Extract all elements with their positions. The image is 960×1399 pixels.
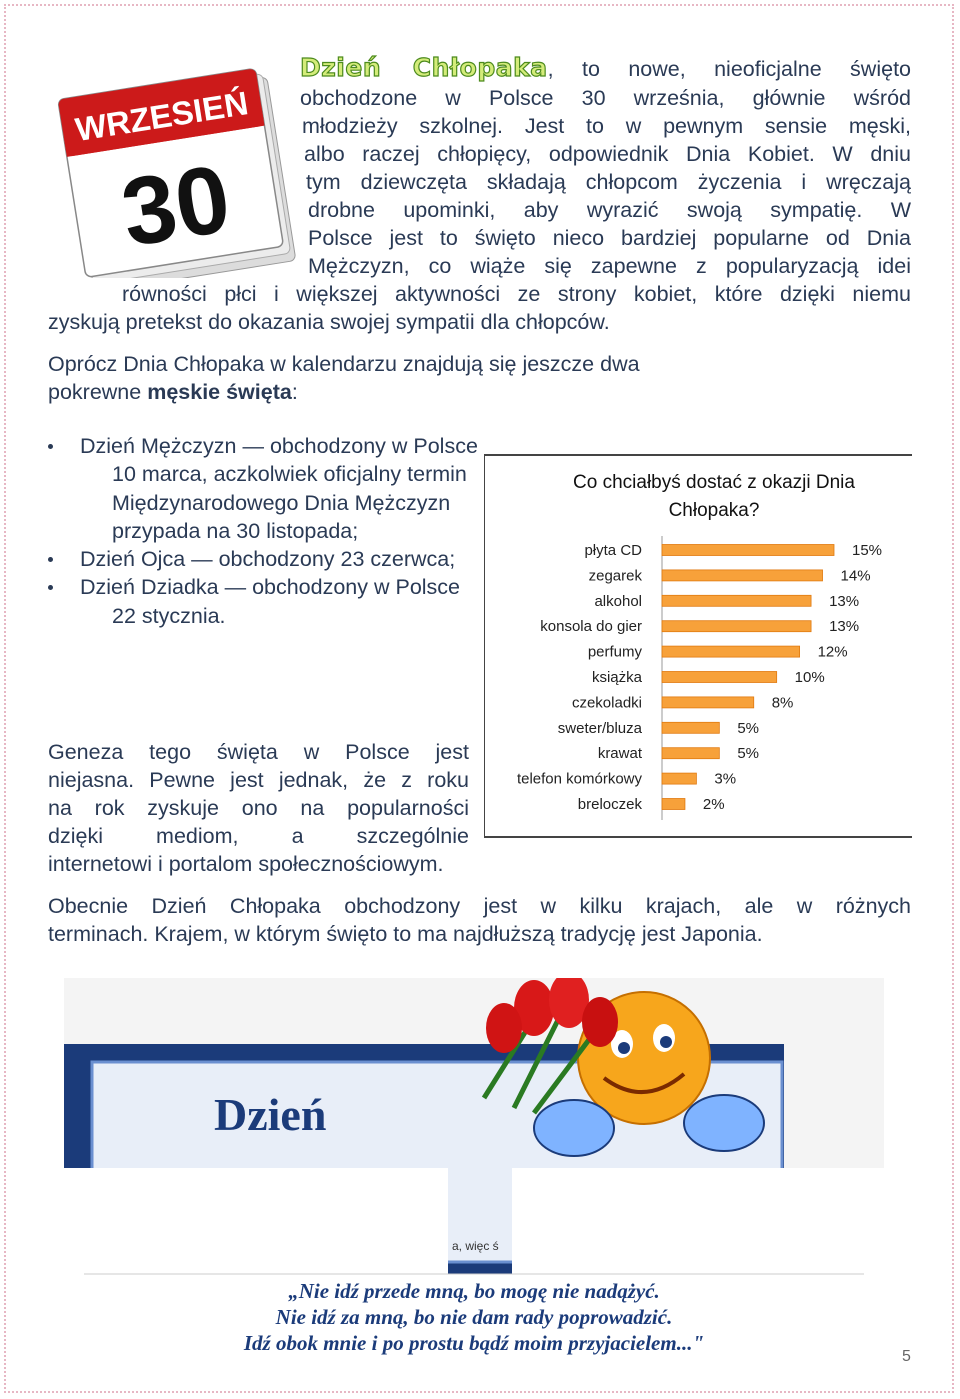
calendar-icon <box>56 58 296 278</box>
chart-bar <box>662 646 800 657</box>
chart-title-line-2: Chłopaka? <box>668 500 760 521</box>
bullet-icon <box>48 557 53 562</box>
intro-line-7: Polsce jest to święto nieco bardziej popularne od Dnia <box>308 226 911 250</box>
holidays-list <box>48 432 478 630</box>
genesis-line-1: Geneza tego święta w Polsce jest <box>48 740 469 764</box>
boys-day-poster-image <box>64 978 884 1370</box>
chart-value-label: 10% <box>794 669 825 686</box>
holiday-men-day: Dzień Mężczyzn — obchodzony w Polsce 10 marca, aczkolwiek oficjalny termin Międzynarodowego Dnia Mężczyzn przypada na 30 listopada; <box>80 434 478 543</box>
chart-category-label: telefon komórkowy <box>516 770 642 788</box>
chart-value-label: 5% <box>737 719 760 737</box>
bullet-icon <box>48 444 53 449</box>
gift-survey-chart <box>484 454 912 838</box>
intro-line-8: Mężczyzn, co wiąże się zapewne z popularyzacją idei <box>308 254 911 278</box>
chart-category-label: alkohol <box>594 592 642 610</box>
poster-quote-1: „Nie idź przede mną, bo mogę nie nadążyć. <box>288 1279 660 1303</box>
intro-line-6: drobne upominki, aby wyrazić swoją sympatię. W <box>308 198 911 222</box>
list-item <box>48 573 478 630</box>
intro-line-10: zyskują pretekst do okazania swojej sympatii dla chłopców. <box>48 310 610 334</box>
poster-white-block-right <box>512 1168 884 1278</box>
calendar-month: WRZESIEŃ <box>72 84 251 148</box>
chart-bar <box>662 595 811 606</box>
chart-value-label: 3% <box>714 770 737 788</box>
chart-bar <box>662 672 777 683</box>
chart-category-label: perfumy <box>587 643 642 661</box>
intro-line-2: obchodzone w Polsce 30 września, głównie wśród <box>300 86 911 110</box>
genesis-line-2: niejasna. Pewne jest jednak, że z roku <box>48 768 469 792</box>
other-line-2 <box>48 378 298 407</box>
chart-bar <box>662 799 685 810</box>
calendar-day: 30 <box>114 144 238 268</box>
current-line-1: Obecnie Dzień Chłopaka obchodzony jest w kilku krajach, ale w różnych <box>48 894 911 918</box>
chart-bar <box>662 621 811 632</box>
chart-title-line-1: Co chciałbyś dostać z okazji Dnia <box>573 472 855 493</box>
other-line-2-end: : <box>291 380 298 404</box>
other-line-1: Oprócz Dnia Chłopaka w kalendarzu znajdują się jeszcze dwa <box>48 352 640 376</box>
chart-value-label: 5% <box>737 745 760 763</box>
chart-value-label: 15% <box>852 542 883 559</box>
chart-category-label: konsola do gier <box>540 618 642 636</box>
chart-value-label: 13% <box>829 592 860 610</box>
list-item <box>48 432 478 545</box>
chart-category-label: czekoladki <box>571 694 642 712</box>
bullet-icon <box>48 585 53 590</box>
intro-line-9: równości płci i większej aktywności ze strony kobiet, które dzięki niemu <box>122 282 911 306</box>
chart-bar <box>662 570 823 581</box>
intro-line-1-text: , to nowe, nieoficjalne święto <box>547 57 911 81</box>
poster-white-block-left <box>64 1168 448 1278</box>
male-holidays-bold: męskie święta <box>147 380 292 404</box>
genesis-line-4: dzięki mediom, a szczególnie <box>48 824 469 848</box>
chart-category-label: książka <box>591 669 642 686</box>
headline: Dzień Chłopaka <box>300 53 548 82</box>
genesis-line-3: na rok zyskuje ono na popularności <box>48 796 469 820</box>
page-number: 5 <box>902 1348 911 1365</box>
poster-snippet: a, więc ś <box>452 1239 499 1253</box>
chart-category-label: breloczek <box>577 796 642 813</box>
chart-bar <box>662 773 696 784</box>
chart-value-label: 14% <box>840 567 871 585</box>
chart-category-label: sweter/bluza <box>557 719 642 737</box>
intro-line-5: tym dziewczęta składają chłopcom życzenia i wręczają <box>306 170 911 194</box>
chart-bar <box>662 722 719 733</box>
chart-bar <box>662 748 719 759</box>
poster-title: Dzień <box>214 1089 327 1140</box>
chart-bar <box>662 697 754 708</box>
poster-quote-2: Nie idź za mną, bo nie dam rady poprowadzić. <box>275 1305 673 1329</box>
chart-bar <box>662 545 834 556</box>
intro-line-3: młodzieży szkolnej. Jest to w pewnym sensie męski, <box>302 114 911 138</box>
chart-value-label: 2% <box>702 796 725 813</box>
holiday-grandfather-day: Dzień Dziadka — obchodzony w Polsce 22 stycznia. <box>80 575 461 628</box>
intro-line-1 <box>300 54 911 84</box>
chart-category-label: zegarek <box>588 567 642 585</box>
holiday-father-day: Dzień Ojca — obchodzony 23 czerwca; <box>80 547 456 572</box>
other-line-2-start: pokrewne <box>48 380 148 404</box>
chart-category-label: płyta CD <box>584 542 642 559</box>
chart-category-label: krawat <box>597 745 642 763</box>
chart-value-label: 13% <box>829 618 860 636</box>
intro-line-4: albo raczej chłopięcy, odpowiednik Dnia Kobiet. W dniu <box>304 142 911 166</box>
genesis-line-5: internetowi i portalom społecznościowym. <box>48 852 444 876</box>
current-line-2: terminach. Krajem, w którym święto to ma najdłuższą tradycję jest Japonia. <box>48 922 763 946</box>
list-item <box>48 545 478 573</box>
chart-value-label: 12% <box>817 643 848 661</box>
chart-value-label: 8% <box>771 694 794 712</box>
poster-quote-3: Idź obok mnie i po prostu bądź moim przyjacielem..." <box>243 1331 705 1355</box>
